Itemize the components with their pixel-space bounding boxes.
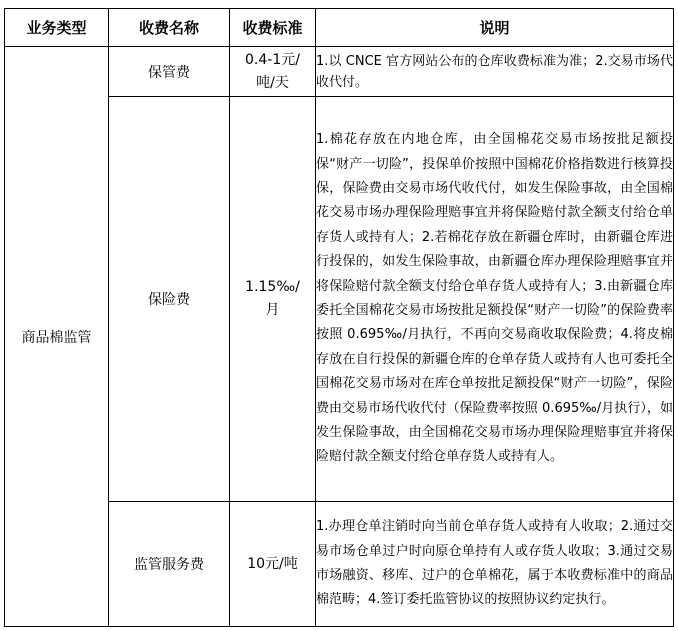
description-supervision: 1.办理仓单注销时向当前仓单存货人或持有人收取；2.通过交易市场仓单过户时向原仓单持有人或存货人收取；3.通过交易市场融资、移库、过户的仓单棉花，属于本收费标准中的商品棉范畴；4.签订委托监管协议的按照协议约定执行。 [316, 502, 674, 627]
fee-standard-insurance: 1.15‰/月 [230, 97, 316, 502]
header-description: 说明 [316, 9, 674, 47]
table-row-storage [5, 47, 674, 97]
fee-name-storage: 保管费 [109, 47, 230, 97]
fee-standard-supervision: 10元/吨 [230, 502, 316, 627]
header-business-type: 业务类型 [5, 9, 109, 47]
fee-standard-storage: 0.4-1元/吨/天 [230, 47, 316, 97]
fee-name-insurance: 保险费 [109, 97, 230, 502]
header-fee-standard: 收费标准 [230, 9, 316, 47]
fee-table [4, 8, 674, 627]
header-fee-name: 收费名称 [109, 9, 230, 47]
description-storage: 1.以 CNCE 官方网站公布的仓库收费标准为准；2.交易市场代收代付。 [316, 47, 674, 97]
description-insurance: 1.棉花存放在内地仓库，由全国棉花交易市场按批足额投保“财产一切险”，投保单价按照中国棉花价格指数进行核算投保，保险费由交易市场代收代付，如发生保险事故，由全国棉花交易市场办理保险理赔事宜并将保险赔付款全额支付给仓单存货人或持有人；2.若棉花存放在新疆仓库时，由新疆仓库进行投保的，如发生保险事故，由新疆仓库办理保险理赔事宜并将保险赔付款全额支付给仓单存货人或持有人；3.由新疆仓库委托全国棉花交易市场按批足额投保“财产一切险”的保险费率按照 0.695‰/月执行，不再向交易商收取保险费；4.将皮棉存放在自行投保的新疆仓库的仓单存货人或持有人也可委托全国棉花交易市场对在库仓单按批足额投保“财产一切险”，保险费由交易市场代收代付（保险费率按照 0.695‰/月执行），如发生保险事故，由全国棉花交易市场办理保险理赔事宜并将保险赔付款全额支付给仓单存货人或持有人。 [316, 97, 674, 502]
fee-name-supervision: 监管服务费 [109, 502, 230, 627]
header-row [5, 9, 674, 47]
business-type-cell: 商品棉监管 [5, 47, 109, 627]
